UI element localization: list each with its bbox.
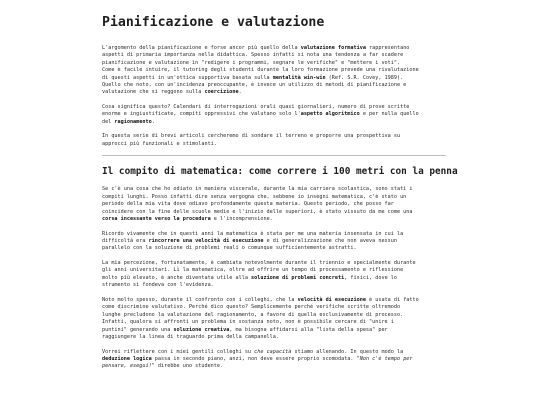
paragraph-text: Se c'è una cosa che ho odiato in maniera viscerale, durante la mia carriera scolastica, sono stati i compiti lunghi. Posso infatti dire senza vergogna che, sebbene io insegni matematica, c'è stato un periodo della mia vita dove odiavo profondamente questa materia. Questo periodo, che posso far coincidere con la fine delle scuole medie e l'inizio delle superiori, è stato vissuto da me come una (102, 186, 413, 215)
paragraph-text: e di generalizzazione che non aveva nessun parallelo con la soluzione di problemi reali o comunque sufficientemente astratti. (102, 238, 397, 252)
bold-text: mentalità win-win (272, 74, 326, 81)
section-title: Il compito di matematica: come correre i 100 metri con la penna (102, 166, 458, 178)
paragraph-text: . (151, 118, 155, 125)
paragraph-text: è usata di fatto come discrimine valutativo. Perché dico questo? Semplicemente perché verifiche scritte oltremodo lunghe precludono la valutazione del ragionamento, a favore di quella esclusivamente di processo. Infatti, qualora si affronti un problema in sostanza noto, non è possibile cercare di "unire i puntini" generando una (102, 296, 419, 333)
paragraph-text: rappresentano aspetti di primaria importanza nella didattica. Spesso infatti si nota una tendenza a far scadere pianificazione e valutazione in "redigere i programmi, segnare le verifiche" e "mettere i voti". Come è facile intuire, il tutoring degli studenti durante la loro formazione prevede una rivalutazione di questi aspetti in un'ottica supportiva basata sulla (102, 45, 419, 81)
paragraph-text: e l'incomprensione. (210, 216, 273, 223)
section-body (102, 186, 446, 370)
bold-text: corsa incessante verso la procedura (102, 216, 211, 223)
paragraph-text: passa in secondo piano, anzi, non deve essere proprio scomodata. (151, 355, 357, 362)
paragraph-text: direbbe uno studente. (154, 363, 224, 370)
bold-text: velocità di esecuzione (297, 296, 366, 303)
bold-text: soluzione creativa (173, 326, 230, 333)
bold-text: deduzione logica (102, 355, 152, 362)
paragraph-text: Noto molto spesso, durante il confronto con i colleghi, che la (102, 296, 298, 303)
article (102, 14, 458, 378)
bold-text: ragionamento (114, 118, 152, 125)
paragraph-text: . (238, 89, 242, 96)
paragraph-text: stiamo allenando. In questo modo la (294, 348, 404, 355)
article-title: Pianificazione e valutazione (102, 15, 325, 30)
paragraph-text: e per nulla quello del (102, 111, 419, 125)
intro-paragraph (102, 133, 446, 148)
article-intro (102, 45, 446, 148)
bold-text: rincorrere una velocità di esecuzione (148, 238, 264, 245)
paragraph-text: (Ref. S.R. Covey, 1989). Quello che noto, con un'incidenza preoccupante, è invece un utilizzo di metodi di pianificazione e valutazione che si reggono sulla (102, 74, 407, 96)
bold-text: aspetto algoritmico (300, 111, 360, 118)
paragraph-text: , fisici, dove lo strumento si fondeva con l'evidenza. (102, 274, 397, 289)
section-divider (102, 155, 446, 156)
paragraph-text: L'argomento della pianificazione e forse ancor più quello della (102, 45, 301, 51)
section-paragraph (102, 260, 446, 290)
bold-text: valutazione formativa (300, 45, 366, 51)
section-paragraph (102, 186, 446, 223)
bold-text: coercizione (204, 89, 239, 96)
bold-text: soluzione di problemi concreti (251, 274, 345, 281)
paragraph-text: La mia percezione, fortunatamente, è cambiata notevolmente durante il triennio e specialmente durante gli anni universitari. Lì la matematica, oltre ad offrire un tempo di processamento e riflessione molto più elevato, è anche diventata utile alla (102, 260, 416, 281)
intro-paragraph (102, 45, 446, 97)
section-paragraph (102, 297, 446, 341)
paragraph-text: Cosa significa questo? Calendari di interrogazioni orali quasi giornalieri, numero di prove scritte enorme e ingiustificate, compiti oppressivi che valutano solo l' (102, 104, 410, 118)
paragraph-text: In questa serie di brevi articoli cercheremo di sondare il terreno e proporre una prospettiva su approcci più funzionali e stimolanti. (102, 133, 401, 147)
italic-text: "Non c'è tempo per pensare, esegui!" (102, 355, 413, 370)
section-paragraph (102, 349, 446, 371)
paragraph-text: , ma bisogna affidarsi alla "lista della spesa" per raggiungere la linea di traguardo prima della campanella. (102, 326, 388, 340)
paragraph-text: Ricordo vivamente che in questi anni la matematica è stata per me una materia insensata in cui la difficoltà era (102, 230, 404, 245)
italic-text: che capacità (254, 348, 292, 355)
section-paragraph (102, 231, 446, 253)
intro-paragraph (102, 104, 446, 126)
paragraph-text: Vorrei riflettere con i miei gentili colleghi su (102, 348, 255, 355)
